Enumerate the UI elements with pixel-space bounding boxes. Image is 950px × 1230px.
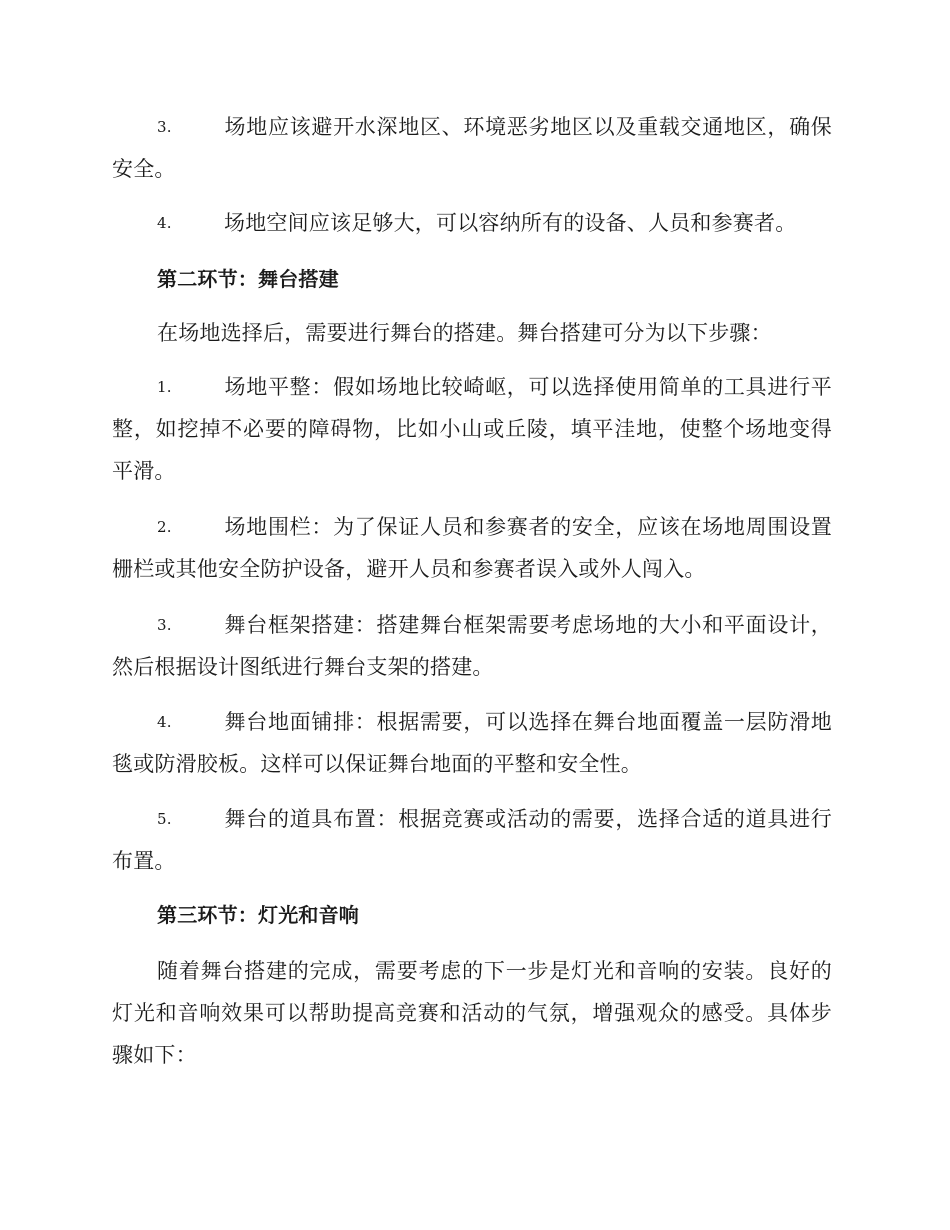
- list-item-text: 舞台地面铺排：根据需要，可以选择在舞台地面覆盖一层防滑地毯或防滑胶板。这样可以保证舞台地面的平整和安全性。: [112, 710, 832, 776]
- list-item-number: 2.: [157, 518, 172, 536]
- list-item: [112, 366, 832, 492]
- list-item: [112, 202, 832, 244]
- list-item-text: 场地平整：假如场地比较崎岖，可以选择使用简单的工具进行平整，如挖掉不必要的障碍物，比如小山或丘陵，填平洼地，使整个场地变得平滑。: [112, 375, 832, 483]
- list-item: [112, 604, 832, 688]
- list-item: [112, 106, 832, 190]
- list-item-text: 舞台的道具布置：根据竞赛或活动的需要，选择合适的道具进行布置。: [112, 807, 832, 873]
- list-item-number: 4.: [157, 214, 172, 232]
- list-item-text: 场地围栏：为了保证人员和参赛者的安全，应该在场地周围设置栅栏或其他安全防护设备，避开人员和参赛者误入或外人闯入。: [112, 515, 832, 581]
- list-item-text: 舞台框架搭建：搭建舞台框架需要考虑场地的大小和平面设计，然后根据设计图纸进行舞台支架的搭建。: [112, 613, 832, 679]
- section-intro: 在场地选择后，需要进行舞台的搭建。舞台搭建可分为以下步骤：: [157, 321, 772, 345]
- list-item-number: 3.: [157, 616, 172, 634]
- list-item-text: 场地空间应该足够大，可以容纳所有的设备、人员和参赛者。: [224, 211, 797, 235]
- section-intro: 随着舞台搭建的完成，需要考虑的下一步是灯光和音响的安装。良好的灯光和音响效果可以帮助提高竞赛和活动的气氛，增强观众的感受。具体步骤如下：: [112, 959, 832, 1067]
- list-item: [112, 798, 832, 882]
- list-item: [112, 701, 832, 785]
- list-item-number: 1.: [157, 378, 172, 396]
- list-item-number: 4.: [157, 713, 172, 731]
- section-heading: 第二环节：舞台搭建: [157, 267, 339, 291]
- list-item-number: 5.: [157, 810, 172, 828]
- list-item-text: 场地应该避开水深地区、环境恶劣地区以及重载交通地区，确保安全。: [112, 115, 832, 181]
- list-item-number: 3.: [157, 118, 172, 136]
- section-heading: 第三环节：灯光和音响: [157, 903, 359, 927]
- list-item: [112, 506, 832, 590]
